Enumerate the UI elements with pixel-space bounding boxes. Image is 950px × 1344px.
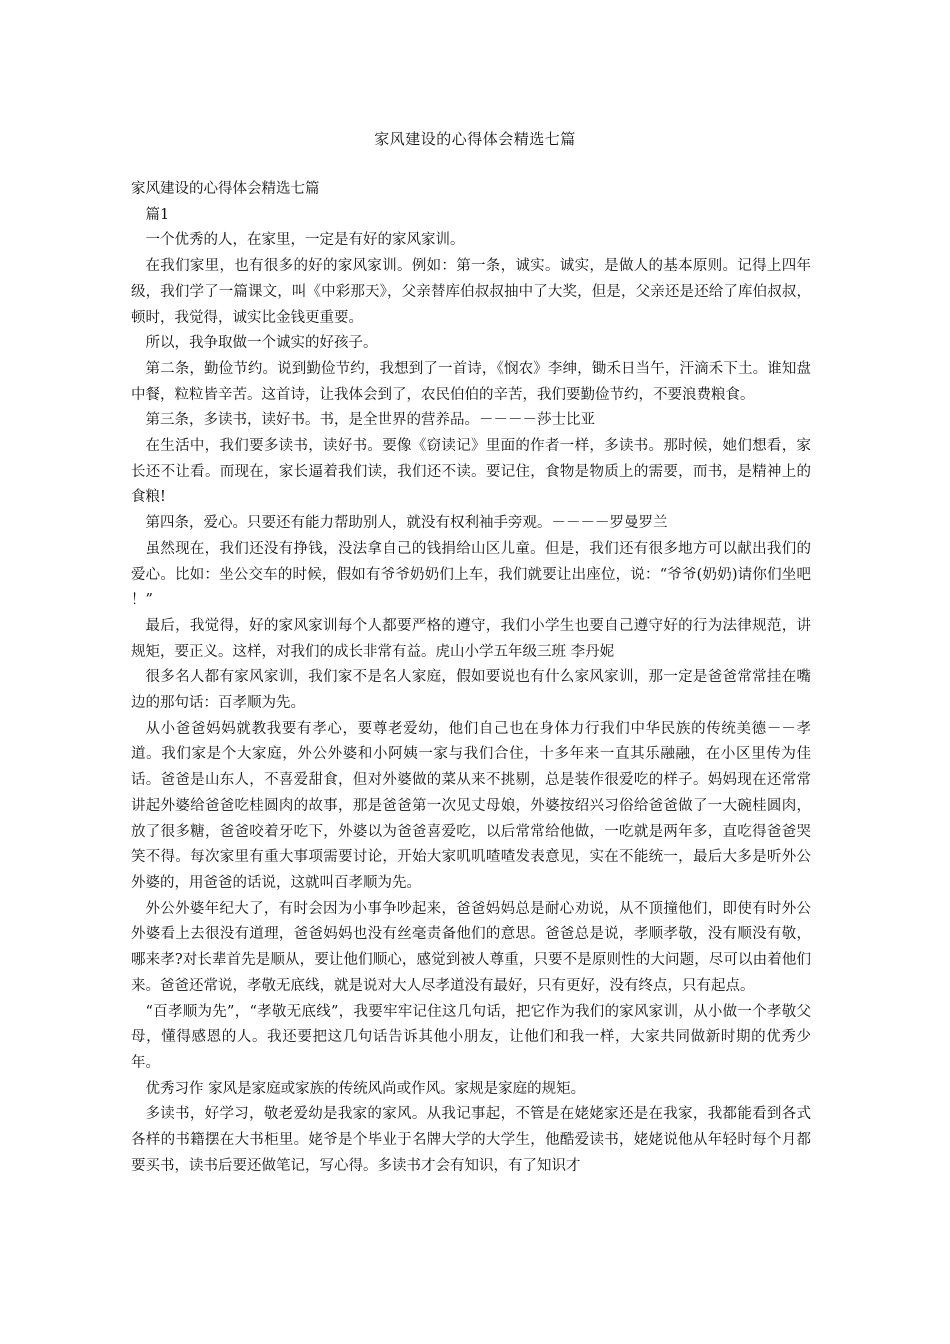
paragraph: 优秀习作 家风是家庭或家族的传统风尚或作风。家规是家庭的规矩。	[145, 1080, 586, 1097]
paragraph: 所以，我争取做一个诚实的好孩子。	[145, 335, 378, 352]
paragraph: 一个优秀的人，在家里，一定是有好的家风家训。	[145, 232, 465, 249]
paragraph: 在我们家里，也有很多的好的家风家训。例如：第一条，诚实。诚实，是做人的基本原则。记得上四年级，我们学了一篇课文，叫《中彩那天》，父亲替库伯叔叔抽中了大奖，但是，父亲还是还给了库伯叔叔，顿时，我觉得，诚实比金钱更重要。	[131, 258, 811, 326]
paragraph: 很多名人都有家风家训，我们家不是名人家庭，假如要说也有什么家风家训，那一定是爸爸常常挂在嘴边的那句话：百孝顺为先。	[131, 669, 811, 712]
paragraph: 最后，我觉得，好的家风家训每个人都要严格的遵守，我们小学生也要自己遵守好的行为法律规范，讲规矩，要正义。这样，对我们的成长非常有益。虎山小学五年级三班 李丹妮	[131, 617, 811, 660]
paragraph: 在生活中，我们要多读书，读好书。要像《窃读记》里面的作者一样，多读书。那时候，她们想看，家长还不让看。而现在，家长逼着我们读，我们还不读。要记住，食物是物质上的需要，而书，是精神上的食粮!	[131, 438, 811, 506]
paragraph: 第三条，多读书，读好书。书，是全世界的营养品。－－－－莎士比亚	[145, 412, 595, 429]
paragraph: 虽然现在，我们还没有挣钱，没法拿自己的钱捐给山区儿童。但是，我们还有很多地方可以献出我们的爱心。比如：坐公交车的时候，假如有爷爷奶奶们上车，我们就要让出座位，说：“爷爷(奶奶)请你们坐吧 ！”	[131, 540, 811, 609]
paragraph: “百孝顺为先”，“孝敬无底线”，我要牢牢记住这几句话，把它作为我们的家风家训，从小做一个孝敬父母，懂得感恩的人。我还要把这几句话告诉其他小朋友，让他们和我一样，大家共同做新时期的优秀少年。	[131, 1003, 811, 1071]
document-body	[131, 177, 811, 1179]
section-label: 篇1	[145, 206, 170, 223]
paragraph: 多读书，好学习，敬老爱幼是我家的家风。从我记事起，不管是在姥姥家还是在我家，我都能看到各式各样的书籍摆在大书柜里。姥爷是个毕业于名牌大学的大学生，他酷爱读书，姥姥说他从年轻时每个月都要买书，读书后要还做笔记，写心得。多读书才会有知识，有了知识才	[131, 1106, 811, 1174]
paragraph: 外公外婆年纪大了，有时会因为小事争吵起来，爸爸妈妈总是耐心劝说，从不顶撞他们，即使有时外公外婆看上去很没有道理，爸爸妈妈也没有丝毫责备他们的意思。爸爸总是说，孝顺孝敬，没有顺没有敬，哪来孝?对长辈首先是顺从，要让他们顺心，感觉到被人尊重，只要不是原则性的大问题，尽可以由着他们来。爸爸还常说，孝敬无底线，就是说对大人尽孝道没有最好，只有更好，没有终点，只有起点。	[131, 900, 811, 994]
paragraph: 第四条，爱心。只要还有能力帮助别人，就没有权利袖手旁观。－－－－罗曼罗兰	[145, 515, 668, 532]
paragraph: 第二条，勤俭节约。说到勤俭节约，我想到了一首诗，《悯农》李绅，锄禾日当午，汗滴禾下土。谁知盘中餐，粒粒皆辛苦。这首诗，让我体会到了，农民伯伯的辛苦，我们要勤俭节约，不要浪费粮食。	[131, 360, 811, 403]
document-title: 家风建设的心得体会精选七篇	[374, 130, 576, 148]
body-heading: 家风建设的心得体会精选七篇	[131, 181, 320, 197]
paragraph: 从小爸爸妈妈就教我要有孝心，要尊老爱幼，他们自己也在身体力行我们中华民族的传统美德－－孝道。我们家是个大家庭，外公外婆和小阿姨一家与我们合住，十多年来一直其乐融融，在小区里传为佳话。爸爸是山东人，不喜爱甜食，但对外婆做的菜从来不挑剔，总是装作很爱吃的样子。妈妈现在还常常讲起外婆给爸爸吃桂圆肉的故事，那是爸爸第一次见丈母娘，外婆按绍兴习俗给爸爸做了一大碗桂圆肉，放了很多糖，爸爸咬着牙吃下，外婆以为爸爸喜爱吃，以后常常给他做，一吃就是两年多，直吃得爸爸哭笑不得。每次家里有重大事项需要讨论，开始大家叽叽喳喳发表意见，实在不能统一，最后大多是听外公外婆的，用爸爸的话说，这就叫百孝顺为先。	[131, 720, 811, 891]
